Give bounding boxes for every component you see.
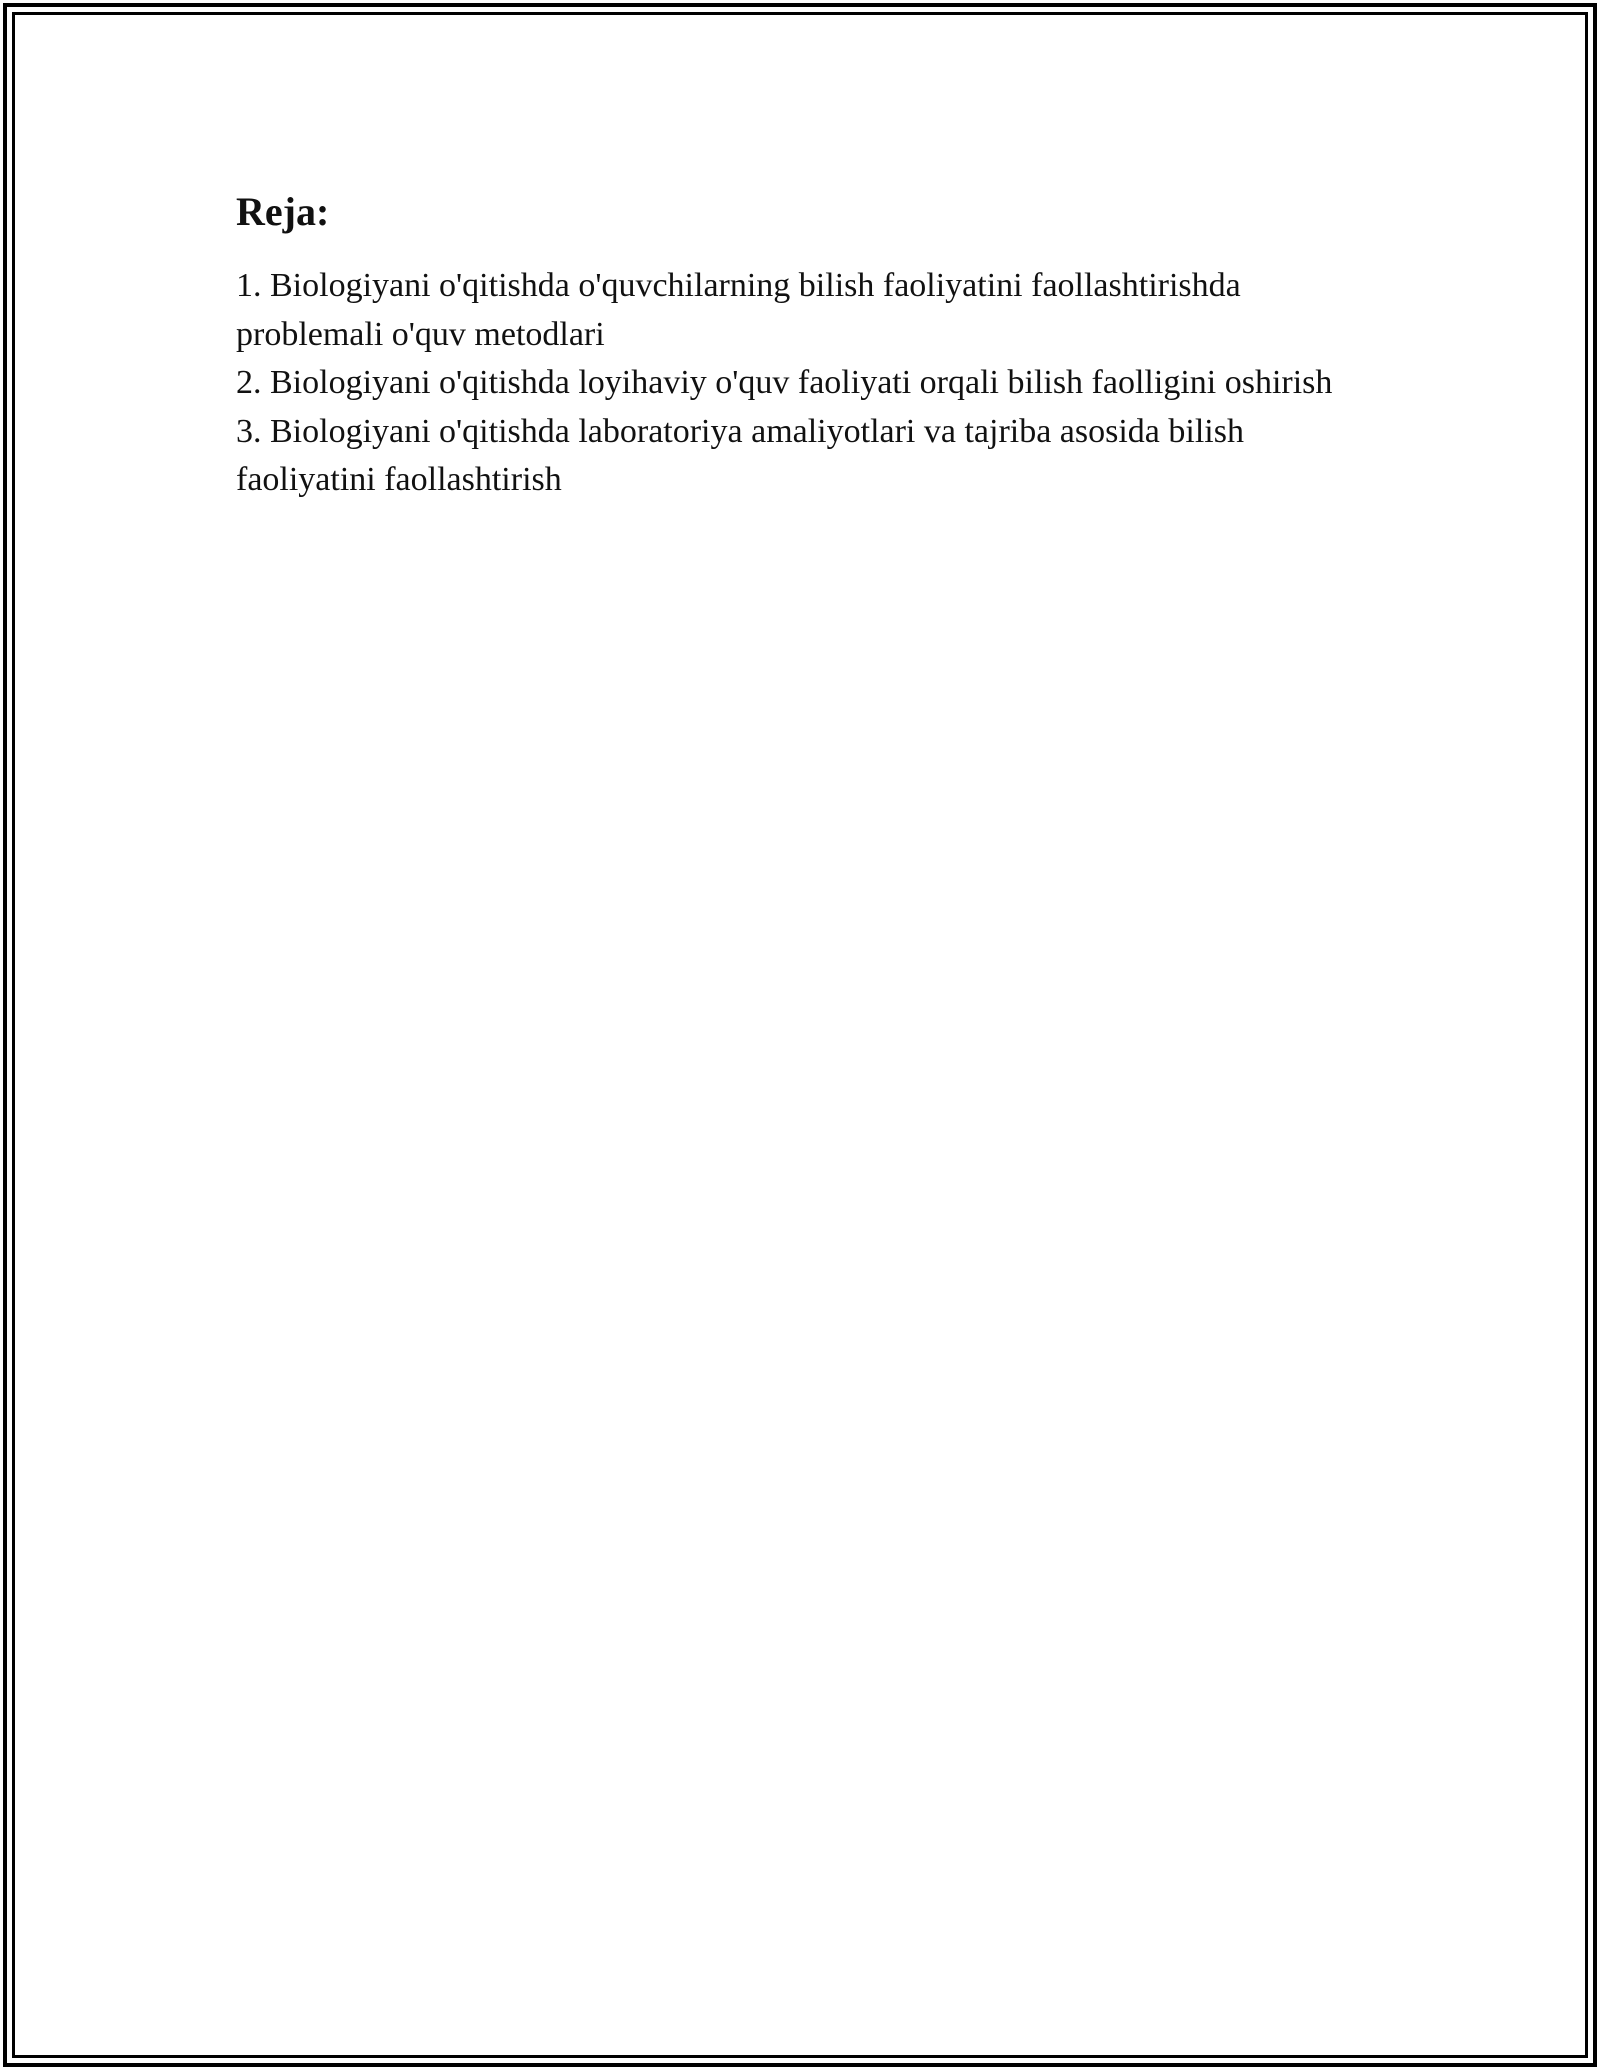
page-heading: Reja: [236, 189, 330, 234]
plan-item: 1. Biologiyani o'qitishda o'quvchilarning bilish faoliyatini faollashtirishda problemali o'quv metodlari [236, 267, 1241, 353]
page-content [236, 186, 1366, 505]
plan-list [236, 262, 1366, 505]
plan-item: 2. Biologiyani o'qitishda loyihaviy o'quv faoliyati orqali bilish faolligini oshirish [236, 364, 1333, 401]
plan-item: 3. Biologiyani o'qitishda laboratoriya amaliyotlari va tajriba asosida bilish faoliyatini faollashtirish [236, 412, 1244, 498]
